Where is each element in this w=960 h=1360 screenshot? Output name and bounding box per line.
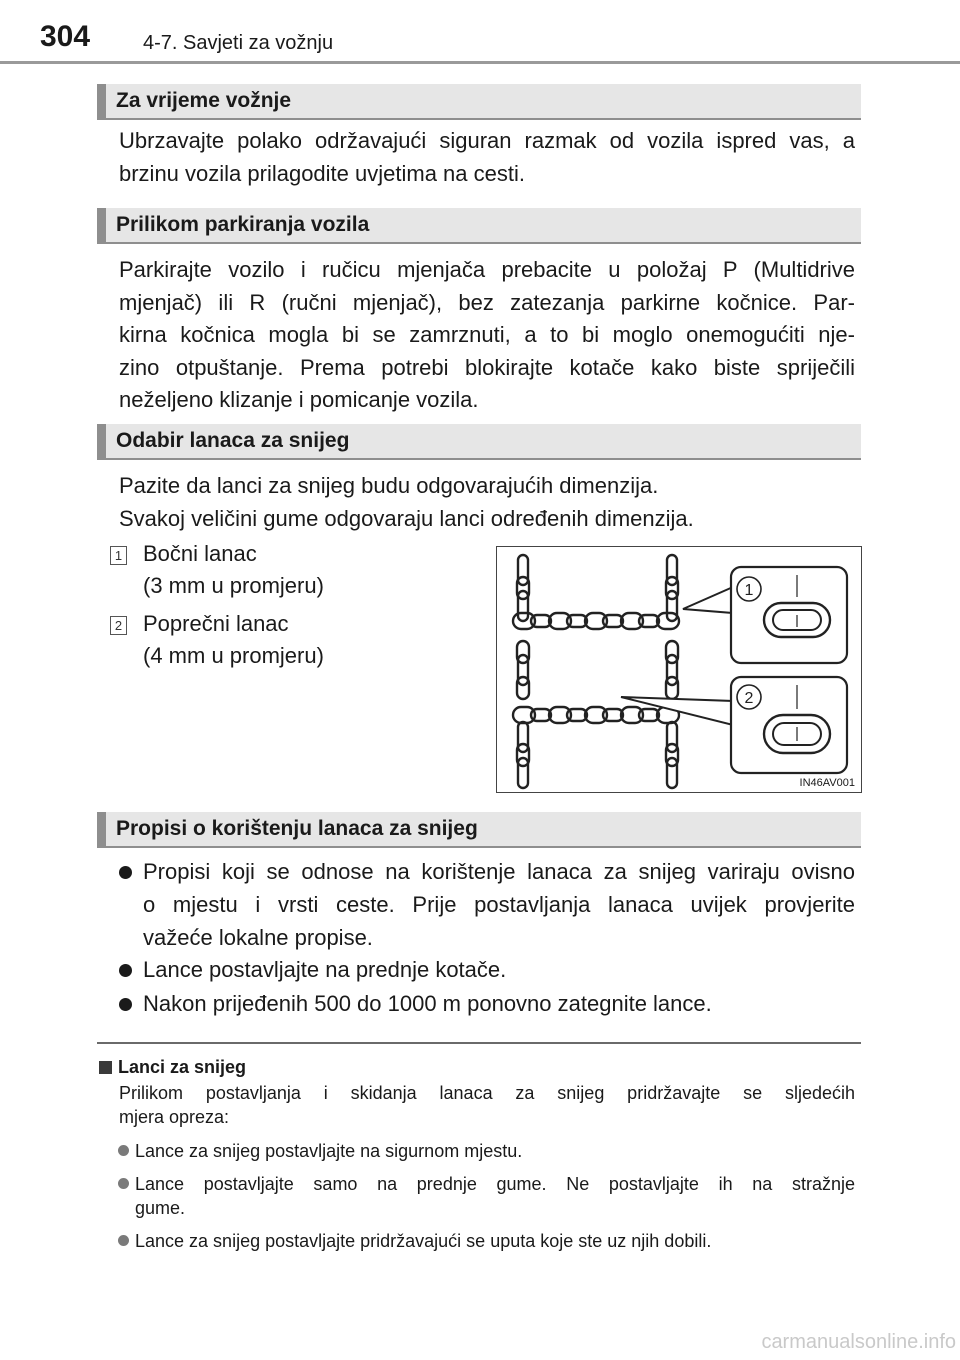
note-item bbox=[135, 1172, 855, 1220]
bullet-icon bbox=[119, 866, 132, 879]
list-item-line: o mjestu i vrsti ceste. Prije postavljanja lanaca uvijek provjerite bbox=[143, 892, 855, 917]
list-item-text bbox=[143, 855, 855, 954]
note-line: gume. bbox=[135, 1198, 186, 1218]
cross-chain-upper bbox=[513, 613, 679, 629]
breadcrumb: 4-7. Savjeti za vožnju bbox=[143, 32, 334, 54]
list-item-text: Nakon prijeđenih 500 do 1000 m ponovno zategnite lance. bbox=[143, 991, 712, 1016]
snow-chain-illustration bbox=[497, 547, 861, 792]
cross-chain-lower bbox=[513, 707, 679, 723]
page-number: 304 bbox=[40, 20, 91, 53]
figure-code: IN46AV001 bbox=[799, 777, 855, 789]
paragraph-line: Parkirajte vozilo i ručicu mjenjača prebacite u položaj P (Multidrive bbox=[119, 257, 855, 282]
note-item: Lance za snijeg postavljajte pridržavajući se uputa koje ste uz njih dobili. bbox=[135, 1231, 712, 1251]
note-divider bbox=[97, 1042, 861, 1044]
note-line: Prilikom postavljanja i skidanja lanaca za snijeg pridržavajte se sljedećih bbox=[119, 1083, 855, 1103]
note-item: Lance za snijeg postavljajte na sigurnom mjestu. bbox=[135, 1141, 523, 1161]
list-item bbox=[119, 987, 855, 1020]
section-heading-rules: Propisi o korištenju lanaca za snijeg bbox=[97, 812, 861, 848]
paragraph-driving bbox=[119, 125, 855, 190]
legend-number-1: 1 bbox=[110, 546, 127, 565]
bullet-icon bbox=[118, 1178, 129, 1189]
paragraph-chains bbox=[119, 470, 855, 535]
bullet-icon bbox=[118, 1235, 129, 1246]
paragraph-line: mjenjač) ili R (ručni mjenjač), bez zatezanja parkirne kočnice. Par- bbox=[119, 289, 855, 315]
bullet-icon bbox=[119, 964, 132, 977]
paragraph-line: Svakoj veličini gume odgovaraju lanci određenih dimenzija. bbox=[119, 505, 694, 531]
section-heading-parking: Prilikom parkiranja vozila bbox=[97, 208, 861, 244]
note-title: Lanci za snijeg bbox=[118, 1057, 247, 1077]
note-line: mjera opreza: bbox=[119, 1107, 230, 1127]
bullet-icon bbox=[119, 998, 132, 1011]
legend-item-2 bbox=[143, 608, 324, 672]
paragraph-parking bbox=[119, 254, 855, 417]
legend-label: Poprečni lanac bbox=[143, 611, 289, 636]
list-item-text: Lance postavljajte na prednje kotače. bbox=[143, 957, 507, 982]
callout-2-label: 2 bbox=[744, 690, 754, 707]
legend-item-1 bbox=[143, 538, 324, 602]
list-item-line: Propisi koji se odnose na korištenje lanaca za snijeg variraju ovisno bbox=[143, 859, 855, 884]
paragraph-line: zino otpuštanje. Prema potrebi blokirajte kotače kako biste spriječili bbox=[119, 354, 855, 380]
paragraph-line: brzinu vozila prilagodite uvjetima na cesti. bbox=[119, 160, 525, 186]
note-square-icon bbox=[99, 1061, 112, 1074]
side-chain-right bbox=[666, 555, 678, 788]
note-line: Lance postavljajte samo na prednje gume. Ne postavljajte ih na stražnje bbox=[135, 1174, 855, 1194]
paragraph-line: Ubrzavajte polako održavajući siguran razmak od vozila ispred vas, a bbox=[119, 128, 855, 153]
section-heading-driving: Za vrijeme vožnje bbox=[97, 84, 861, 120]
note-intro bbox=[119, 1081, 855, 1129]
legend-detail: (4 mm u promjeru) bbox=[143, 643, 324, 668]
list-item bbox=[119, 953, 855, 986]
legend-label: Bočni lanac bbox=[143, 541, 257, 566]
paragraph-line: kirna kočnica mogla bi se zamrznuti, a to bi moglo onemogućiti nje- bbox=[119, 322, 855, 347]
snow-chain-figure bbox=[496, 546, 862, 793]
bullet-icon bbox=[118, 1145, 129, 1156]
list-item-line: važeće lokalne propise. bbox=[143, 925, 373, 950]
callout-1 bbox=[683, 567, 847, 663]
side-chain-left bbox=[517, 555, 529, 788]
legend-detail: (3 mm u promjeru) bbox=[143, 573, 324, 598]
section-heading-chains: Odabir lanaca za snijeg bbox=[97, 424, 861, 460]
watermark: carmanualsonline.info bbox=[761, 1331, 956, 1353]
legend-number-2: 2 bbox=[110, 616, 127, 635]
callout-2 bbox=[621, 677, 847, 773]
header-divider bbox=[0, 61, 960, 64]
callout-1-label: 1 bbox=[744, 582, 754, 599]
list-item bbox=[119, 855, 855, 954]
paragraph-line: Pazite da lanci za snijeg budu odgovarajućih dimenzija. bbox=[119, 473, 659, 498]
side-chains bbox=[517, 555, 678, 788]
paragraph-line: neželjeno klizanje i pomicanje vozila. bbox=[119, 387, 479, 412]
